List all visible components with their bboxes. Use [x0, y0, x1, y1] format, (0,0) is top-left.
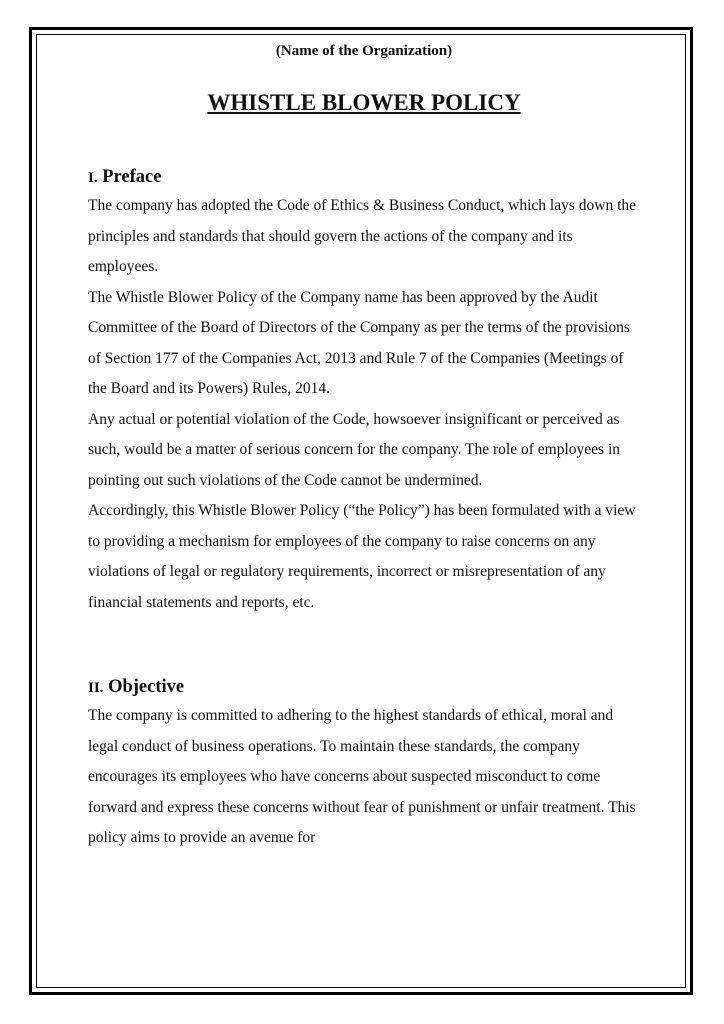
section-number: I.	[88, 170, 98, 186]
section-objective	[88, 674, 640, 854]
document-body	[88, 40, 640, 854]
section-heading-preface	[88, 164, 640, 191]
paragraph: The Whistle Blower Policy of the Company name has been approved by the Audit Committee of the Board of Directors of the Company as per the terms of the provisions of Section 177 of the Companies Act, 2013 and Rule 7 of the Companies (Meetings of the Board and its Powers) Rules, 2014.	[88, 288, 630, 397]
section-heading-objective	[88, 674, 640, 701]
section-number: II.	[88, 680, 104, 696]
paragraph: Accordingly, this Whistle Blower Policy (“the Policy”) has been formulated with a view to providing a mechanism for employees of the company to raise concerns on any violations of legal or regulatory requirements, incorrect or misrepresentation of any financial statements and reports, etc.	[88, 502, 636, 611]
document-title: WHISTLE BLOWER POLICY	[207, 90, 521, 115]
paragraph: Any actual or potential violation of the Code, howsoever insignificant or perceived as such, would be a matter of serious concern for the company. The role of employees in pointing out such violations of the Code cannot be undermined.	[88, 410, 620, 489]
section-title: Preface	[102, 167, 162, 187]
paragraph: The company is committed to adhering to the highest standards of ethical, moral and legal conduct of business operations. To maintain these standards, the company encourages its employees who have concerns about suspected misconduct to come forward and express these concerns without fear of punishment or unfair treatment. This policy aims to provide an avenue for	[88, 707, 636, 846]
paragraph: The company has adopted the Code of Ethics & Business Conduct, which lays down the principles and standards that should govern the actions of the company and its employees.	[88, 197, 637, 275]
section-title: Objective	[108, 677, 185, 697]
organization-name: (Name of the Organization)	[275, 43, 453, 59]
section-preface	[88, 164, 640, 618]
